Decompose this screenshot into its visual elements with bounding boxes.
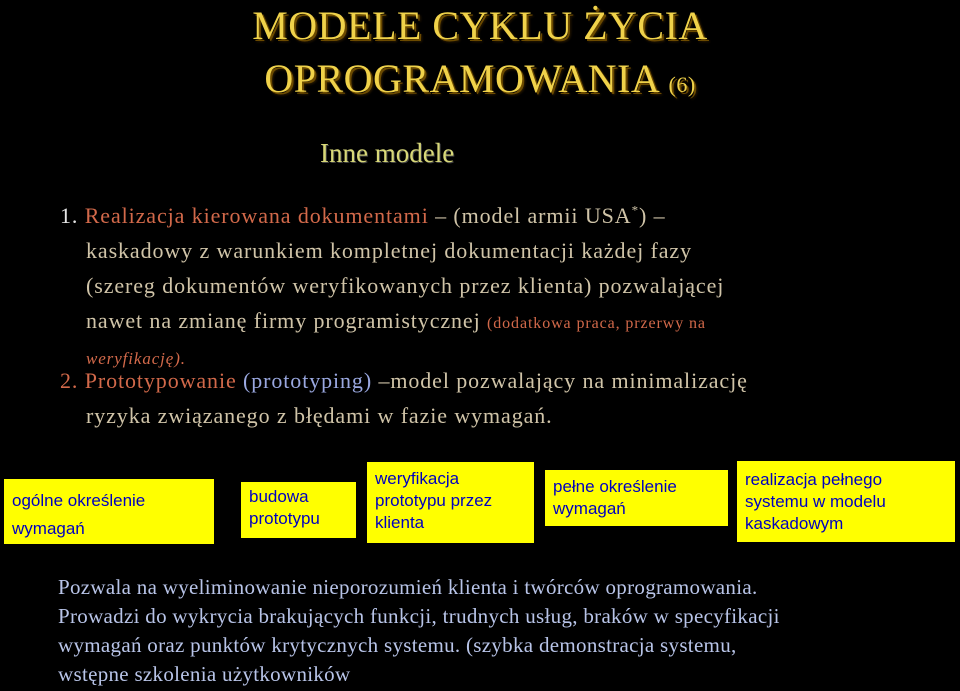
item-1-line-2: kaskadowy z warunkiem kompletnej dokumentacji każdej fazy [86,238,692,264]
summary-line-2: Prowadzi do wykrycia brakujących funkcji, trudnych usług, braków w specyfikacji [58,604,780,628]
item-2-line-2: ryzyka związanego z błędami w fazie wymagań. [86,403,553,428]
title-line-2 [0,55,960,109]
item-1-line-3: (szereg dokumentów weryfikowanych przez klienta) pozwalającej [86,273,725,299]
title-text: OPROGRAMOWANIA [264,56,669,101]
summary-line-4: wstępne szkolenia użytkowników [58,662,351,686]
item-1-line-5: weryfikację). [86,349,186,369]
flow-step-5: realizacja pełnego systemu w modelu kaskadowym [737,461,955,542]
item-1-note: (dodatkowa praca, przerwy na [487,315,706,333]
item-2-number: 2. [60,368,85,393]
item-2-heading: Prototypowanie [84,368,237,393]
item-1-after-asterisk: ) – [638,203,666,229]
title-line-1: MODELE CYKLU ŻYCIA [252,3,708,48]
item-2-rest: –model pozwalający na minimalizację [378,368,748,393]
item-1-number: 1. [60,203,85,229]
item-1-paragraph [60,193,940,376]
item-1-line-4-text: nawet na zmianę firmy programistycznej [86,308,488,334]
item-1-line-1 [60,203,666,228]
item-2-paren: (prototyping) [236,368,379,393]
item-1-line-4 [60,303,940,341]
item-2-paragraph [60,363,940,433]
summary-line-3: wymagań oraz punktów krytycznych systemu. (szybka demonstracja systemu, [58,633,737,657]
summary-text [58,573,948,689]
flow-step-1: ogólne określenie wymagań [4,479,214,544]
flow-step-3: weryfikacja prototypu przez klienta [367,462,534,543]
subtitle: Inne modele [320,138,455,168]
summary-line-1: Pozwala na wyeliminowanie nieporozumień klienta i twórców oprogramowania. [58,575,758,599]
title-number: (6) [668,72,696,97]
item-1-dash-part: – (model armii USA [428,203,632,229]
item-1-asterisk: * [631,203,639,218]
flow-step-2: budowa prototypu [241,482,356,538]
item-1-heading: Realizacja kierowana dokumentami [84,203,429,229]
flow-step-4: pełne określenie wymagań [545,470,728,526]
item-2-line-1 [60,368,748,393]
